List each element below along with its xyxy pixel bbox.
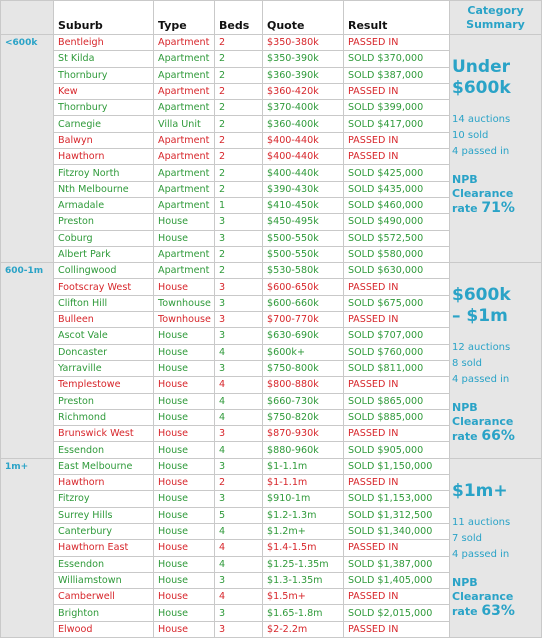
header-row — [1, 1, 542, 35]
result-cell: SOLD $630,000 — [344, 263, 450, 279]
quote-cell: $360-420k — [263, 83, 344, 99]
beds-cell: 4 — [215, 556, 263, 572]
table-row — [1, 263, 542, 279]
quote-cell: $1.5m+ — [263, 589, 344, 605]
beds-cell: 4 — [215, 409, 263, 425]
quote-cell: $400-440k — [263, 165, 344, 181]
beds-cell: 3 — [215, 572, 263, 588]
suburb-cell: Canterbury — [54, 523, 154, 539]
summary-title-line1: $1m+ — [452, 480, 508, 501]
summary-title-line2: – $1m — [452, 306, 508, 327]
suburb-cell: Carnegie — [54, 116, 154, 132]
beds-cell: 2 — [215, 246, 263, 262]
quote-cell: $1.2m+ — [263, 523, 344, 539]
suburb-cell: Templestowe — [54, 377, 154, 393]
summary-title-line1: Under — [452, 57, 510, 77]
quote-cell: $1.2-1.3m — [263, 507, 344, 523]
beds-cell: 4 — [215, 540, 263, 556]
category-summary-line2: Summary — [466, 18, 525, 31]
passed-in-count: 4 passed in — [452, 374, 510, 386]
clearance-rate-value: 71% — [481, 200, 515, 216]
type-cell: House — [154, 344, 215, 360]
result-cell: PASSED IN — [344, 83, 450, 99]
beds-cell: 3 — [215, 491, 263, 507]
result-cell: PASSED IN — [344, 279, 450, 295]
quote-cell: $660-730k — [263, 393, 344, 409]
quote-cell: $1-1.1m — [263, 458, 344, 474]
quote-cell: $1.25-1.35m — [263, 556, 344, 572]
beds-cell: 3 — [215, 426, 263, 442]
quote-cell: $630-690k — [263, 328, 344, 344]
suburb-cell: Essendon — [54, 556, 154, 572]
result-cell: PASSED IN — [344, 621, 450, 637]
beds-cell: 4 — [215, 377, 263, 393]
type-cell: Townhouse — [154, 295, 215, 311]
suburb-cell: Brunswick West — [54, 426, 154, 442]
result-cell: SOLD $760,000 — [344, 344, 450, 360]
result-cell: PASSED IN — [344, 149, 450, 165]
table-row — [1, 35, 542, 51]
suburb-cell: Surrey Hills — [54, 507, 154, 523]
type-cell: Villa Unit — [154, 116, 215, 132]
type-cell: Apartment — [154, 132, 215, 148]
type-cell: House — [154, 589, 215, 605]
type-cell: House — [154, 523, 215, 539]
suburb-cell: Williamstown — [54, 572, 154, 588]
npb-label: NPB — [452, 401, 478, 415]
result-cell: SOLD $435,000 — [344, 181, 450, 197]
suburb-cell: Albert Park — [54, 246, 154, 262]
type-cell: House — [154, 458, 215, 474]
beds-cell: 3 — [215, 605, 263, 621]
quote-cell: $400-440k — [263, 132, 344, 148]
type-cell: Apartment — [154, 83, 215, 99]
quote-cell: $410-450k — [263, 197, 344, 213]
result-cell: SOLD $370,000 — [344, 51, 450, 67]
result-cell: PASSED IN — [344, 377, 450, 393]
clearance-rate-value: 63% — [481, 602, 515, 619]
beds-cell: 2 — [215, 165, 263, 181]
beds-cell: 2 — [215, 263, 263, 279]
type-cell: Apartment — [154, 35, 215, 51]
beds-cell: 4 — [215, 589, 263, 605]
suburb-cell: Fitzroy — [54, 491, 154, 507]
type-cell: House — [154, 605, 215, 621]
type-cell: House — [154, 230, 215, 246]
beds-cell: 2 — [215, 475, 263, 491]
result-cell: SOLD $885,000 — [344, 409, 450, 425]
type-cell: Apartment — [154, 246, 215, 262]
result-cell: SOLD $865,000 — [344, 393, 450, 409]
beds-cell: 1 — [215, 197, 263, 213]
auctions-count: 12 auctions — [452, 342, 511, 354]
band-header — [1, 1, 54, 35]
summary-title-line2: $600k — [452, 78, 511, 98]
suburb-cell: Richmond — [54, 409, 154, 425]
suburb-cell: Nth Melbourne — [54, 181, 154, 197]
quote-cell: $360-400k — [263, 116, 344, 132]
quote-cell: $2-2.2m — [263, 621, 344, 637]
type-cell: Apartment — [154, 263, 215, 279]
result-cell: SOLD $2,015,000 — [344, 605, 450, 621]
type-cell: House — [154, 491, 215, 507]
quote-cell: $750-800k — [263, 360, 344, 376]
quote-cell: $600-650k — [263, 279, 344, 295]
result-cell: SOLD $417,000 — [344, 116, 450, 132]
type-cell: House — [154, 442, 215, 458]
suburb-cell: Hawthorn — [54, 149, 154, 165]
result-cell: SOLD $399,000 — [344, 100, 450, 116]
beds-cell: 2 — [215, 100, 263, 116]
beds-cell: 3 — [215, 360, 263, 376]
result-cell: PASSED IN — [344, 426, 450, 442]
beds-cell: 3 — [215, 295, 263, 311]
result-cell: SOLD $580,000 — [344, 246, 450, 262]
quote-cell: $910-1m — [263, 491, 344, 507]
type-cell: Apartment — [154, 181, 215, 197]
beds-cell: 3 — [215, 312, 263, 328]
type-cell: House — [154, 360, 215, 376]
type-cell: Apartment — [154, 165, 215, 181]
quote-cell: $500-550k — [263, 246, 344, 262]
result-cell: PASSED IN — [344, 132, 450, 148]
table-body — [1, 35, 542, 638]
sold-count: 8 sold — [452, 358, 482, 370]
type-cell: House — [154, 572, 215, 588]
beds-cell: 3 — [215, 230, 263, 246]
result-cell: PASSED IN — [344, 312, 450, 328]
suburb-cell: Hawthorn — [54, 475, 154, 491]
suburb-cell: Preston — [54, 393, 154, 409]
beds-cell: 2 — [215, 83, 263, 99]
beds-cell: 3 — [215, 214, 263, 230]
npb-label: NPB — [452, 575, 478, 589]
suburb-cell: Preston — [54, 214, 154, 230]
quote-cell: $880-960k — [263, 442, 344, 458]
suburb-cell: Essendon — [54, 442, 154, 458]
type-cell: Apartment — [154, 67, 215, 83]
result-cell: SOLD $425,000 — [344, 165, 450, 181]
quote-cell: $1.65-1.8m — [263, 605, 344, 621]
result-cell: SOLD $387,000 — [344, 67, 450, 83]
quote-cell: $1.4-1.5m — [263, 540, 344, 556]
suburb-cell: Hawthorn East — [54, 540, 154, 556]
suburb-cell: Fitzroy North — [54, 165, 154, 181]
result-cell: SOLD $1,387,000 — [344, 556, 450, 572]
result-cell: PASSED IN — [344, 589, 450, 605]
type-cell: House — [154, 393, 215, 409]
quote-cell: $390-430k — [263, 181, 344, 197]
clearance-label: Clearance — [452, 415, 514, 429]
quote-cell: $400-440k — [263, 149, 344, 165]
quote-cell: $1.3-1.35m — [263, 572, 344, 588]
category-summary-cell — [450, 263, 542, 459]
rate-label: rate — [452, 202, 478, 215]
price-band-label: 1m+ — [1, 458, 54, 637]
passed-in-count: 4 passed in — [452, 548, 510, 560]
summary-title-line1: $600k — [452, 285, 511, 306]
price-band-label: <600k — [1, 35, 54, 263]
beds-cell: 3 — [215, 279, 263, 295]
category-summary-line1: Category — [467, 4, 524, 17]
quote-cell: $870-930k — [263, 426, 344, 442]
result-cell: SOLD $1,153,000 — [344, 491, 450, 507]
quote-cell: $600-660k — [263, 295, 344, 311]
type-cell: House — [154, 556, 215, 572]
category-summary-header — [450, 1, 542, 35]
suburb-cell: Ascot Vale — [54, 328, 154, 344]
result-cell: SOLD $1,340,000 — [344, 523, 450, 539]
suburb-cell: Doncaster — [54, 344, 154, 360]
result-header: Result — [344, 1, 450, 35]
type-cell: House — [154, 475, 215, 491]
type-cell: House — [154, 377, 215, 393]
quote-cell: $800-880k — [263, 377, 344, 393]
suburb-cell: East Melbourne — [54, 458, 154, 474]
result-cell: PASSED IN — [344, 475, 450, 491]
suburb-cell: Yarraville — [54, 360, 154, 376]
quote-header: Quote — [263, 1, 344, 35]
suburb-cell: Thornbury — [54, 100, 154, 116]
result-cell: SOLD $460,000 — [344, 197, 450, 213]
result-cell: SOLD $572,500 — [344, 230, 450, 246]
result-cell: SOLD $1,405,000 — [344, 572, 450, 588]
quote-cell: $530-580k — [263, 263, 344, 279]
beds-cell: 4 — [215, 523, 263, 539]
sold-count: 7 sold — [452, 532, 482, 544]
beds-cell: 2 — [215, 67, 263, 83]
result-cell: SOLD $490,000 — [344, 214, 450, 230]
result-cell: PASSED IN — [344, 540, 450, 556]
suburb-cell: Bulleen — [54, 312, 154, 328]
type-cell: House — [154, 507, 215, 523]
type-cell: Apartment — [154, 149, 215, 165]
quote-cell: $450-495k — [263, 214, 344, 230]
suburb-cell: Clifton Hill — [54, 295, 154, 311]
quote-cell: $350-390k — [263, 51, 344, 67]
table-row — [1, 458, 542, 474]
suburb-cell: Thornbury — [54, 67, 154, 83]
type-cell: House — [154, 328, 215, 344]
result-cell: SOLD $905,000 — [344, 442, 450, 458]
npb-label: NPB — [452, 173, 478, 186]
beds-cell: 3 — [215, 458, 263, 474]
beds-cell: 2 — [215, 149, 263, 165]
type-cell: Apartment — [154, 51, 215, 67]
auctions-count: 11 auctions — [452, 516, 511, 528]
type-cell: House — [154, 214, 215, 230]
type-cell: Apartment — [154, 197, 215, 213]
suburb-cell: Armadale — [54, 197, 154, 213]
result-cell: PASSED IN — [344, 35, 450, 51]
suburb-cell: Balwyn — [54, 132, 154, 148]
suburb-cell: Brighton — [54, 605, 154, 621]
type-cell: Apartment — [154, 100, 215, 116]
beds-cell: 5 — [215, 507, 263, 523]
sold-count: 10 sold — [452, 130, 489, 141]
suburb-cell: Kew — [54, 83, 154, 99]
clearance-rate-value: 66% — [481, 428, 515, 445]
quote-cell: $1-1.1m — [263, 475, 344, 491]
beds-cell: 2 — [215, 116, 263, 132]
result-cell: SOLD $675,000 — [344, 295, 450, 311]
suburb-cell: Collingwood — [54, 263, 154, 279]
rate-label: rate — [452, 604, 478, 618]
clearance-label: Clearance — [452, 187, 514, 200]
beds-cell: 4 — [215, 442, 263, 458]
beds-header: Beds — [215, 1, 263, 35]
suburb-cell: Coburg — [54, 230, 154, 246]
beds-cell: 3 — [215, 328, 263, 344]
beds-cell: 2 — [215, 181, 263, 197]
category-summary-cell — [450, 458, 542, 637]
category-summary-cell — [450, 35, 542, 263]
rate-label: rate — [452, 430, 478, 444]
type-cell: House — [154, 540, 215, 556]
type-cell: House — [154, 621, 215, 637]
result-cell: SOLD $811,000 — [344, 360, 450, 376]
type-cell: House — [154, 279, 215, 295]
quote-cell: $500-550k — [263, 230, 344, 246]
suburb-cell: Bentleigh — [54, 35, 154, 51]
result-cell: SOLD $1,312,500 — [344, 507, 450, 523]
result-cell: SOLD $1,150,000 — [344, 458, 450, 474]
beds-cell: 4 — [215, 393, 263, 409]
beds-cell: 2 — [215, 51, 263, 67]
suburb-header: Suburb — [54, 1, 154, 35]
passed-in-count: 4 passed in — [452, 146, 510, 157]
type-header: Type — [154, 1, 215, 35]
auctions-count: 14 auctions — [452, 114, 511, 125]
quote-cell: $360-390k — [263, 67, 344, 83]
price-band-label: 600-1m — [1, 263, 54, 459]
suburb-cell: St Kilda — [54, 51, 154, 67]
quote-cell: $370-400k — [263, 100, 344, 116]
suburb-cell: Camberwell — [54, 589, 154, 605]
clearance-label: Clearance — [452, 589, 514, 603]
quote-cell: $600k+ — [263, 344, 344, 360]
suburb-cell: Elwood — [54, 621, 154, 637]
result-cell: SOLD $707,000 — [344, 328, 450, 344]
beds-cell: 4 — [215, 344, 263, 360]
beds-cell: 2 — [215, 132, 263, 148]
quote-cell: $750-820k — [263, 409, 344, 425]
type-cell: House — [154, 426, 215, 442]
type-cell: Townhouse — [154, 312, 215, 328]
beds-cell: 3 — [215, 621, 263, 637]
quote-cell: $700-770k — [263, 312, 344, 328]
quote-cell: $350-380k — [263, 35, 344, 51]
suburb-cell: Footscray West — [54, 279, 154, 295]
beds-cell: 2 — [215, 35, 263, 51]
type-cell: House — [154, 409, 215, 425]
